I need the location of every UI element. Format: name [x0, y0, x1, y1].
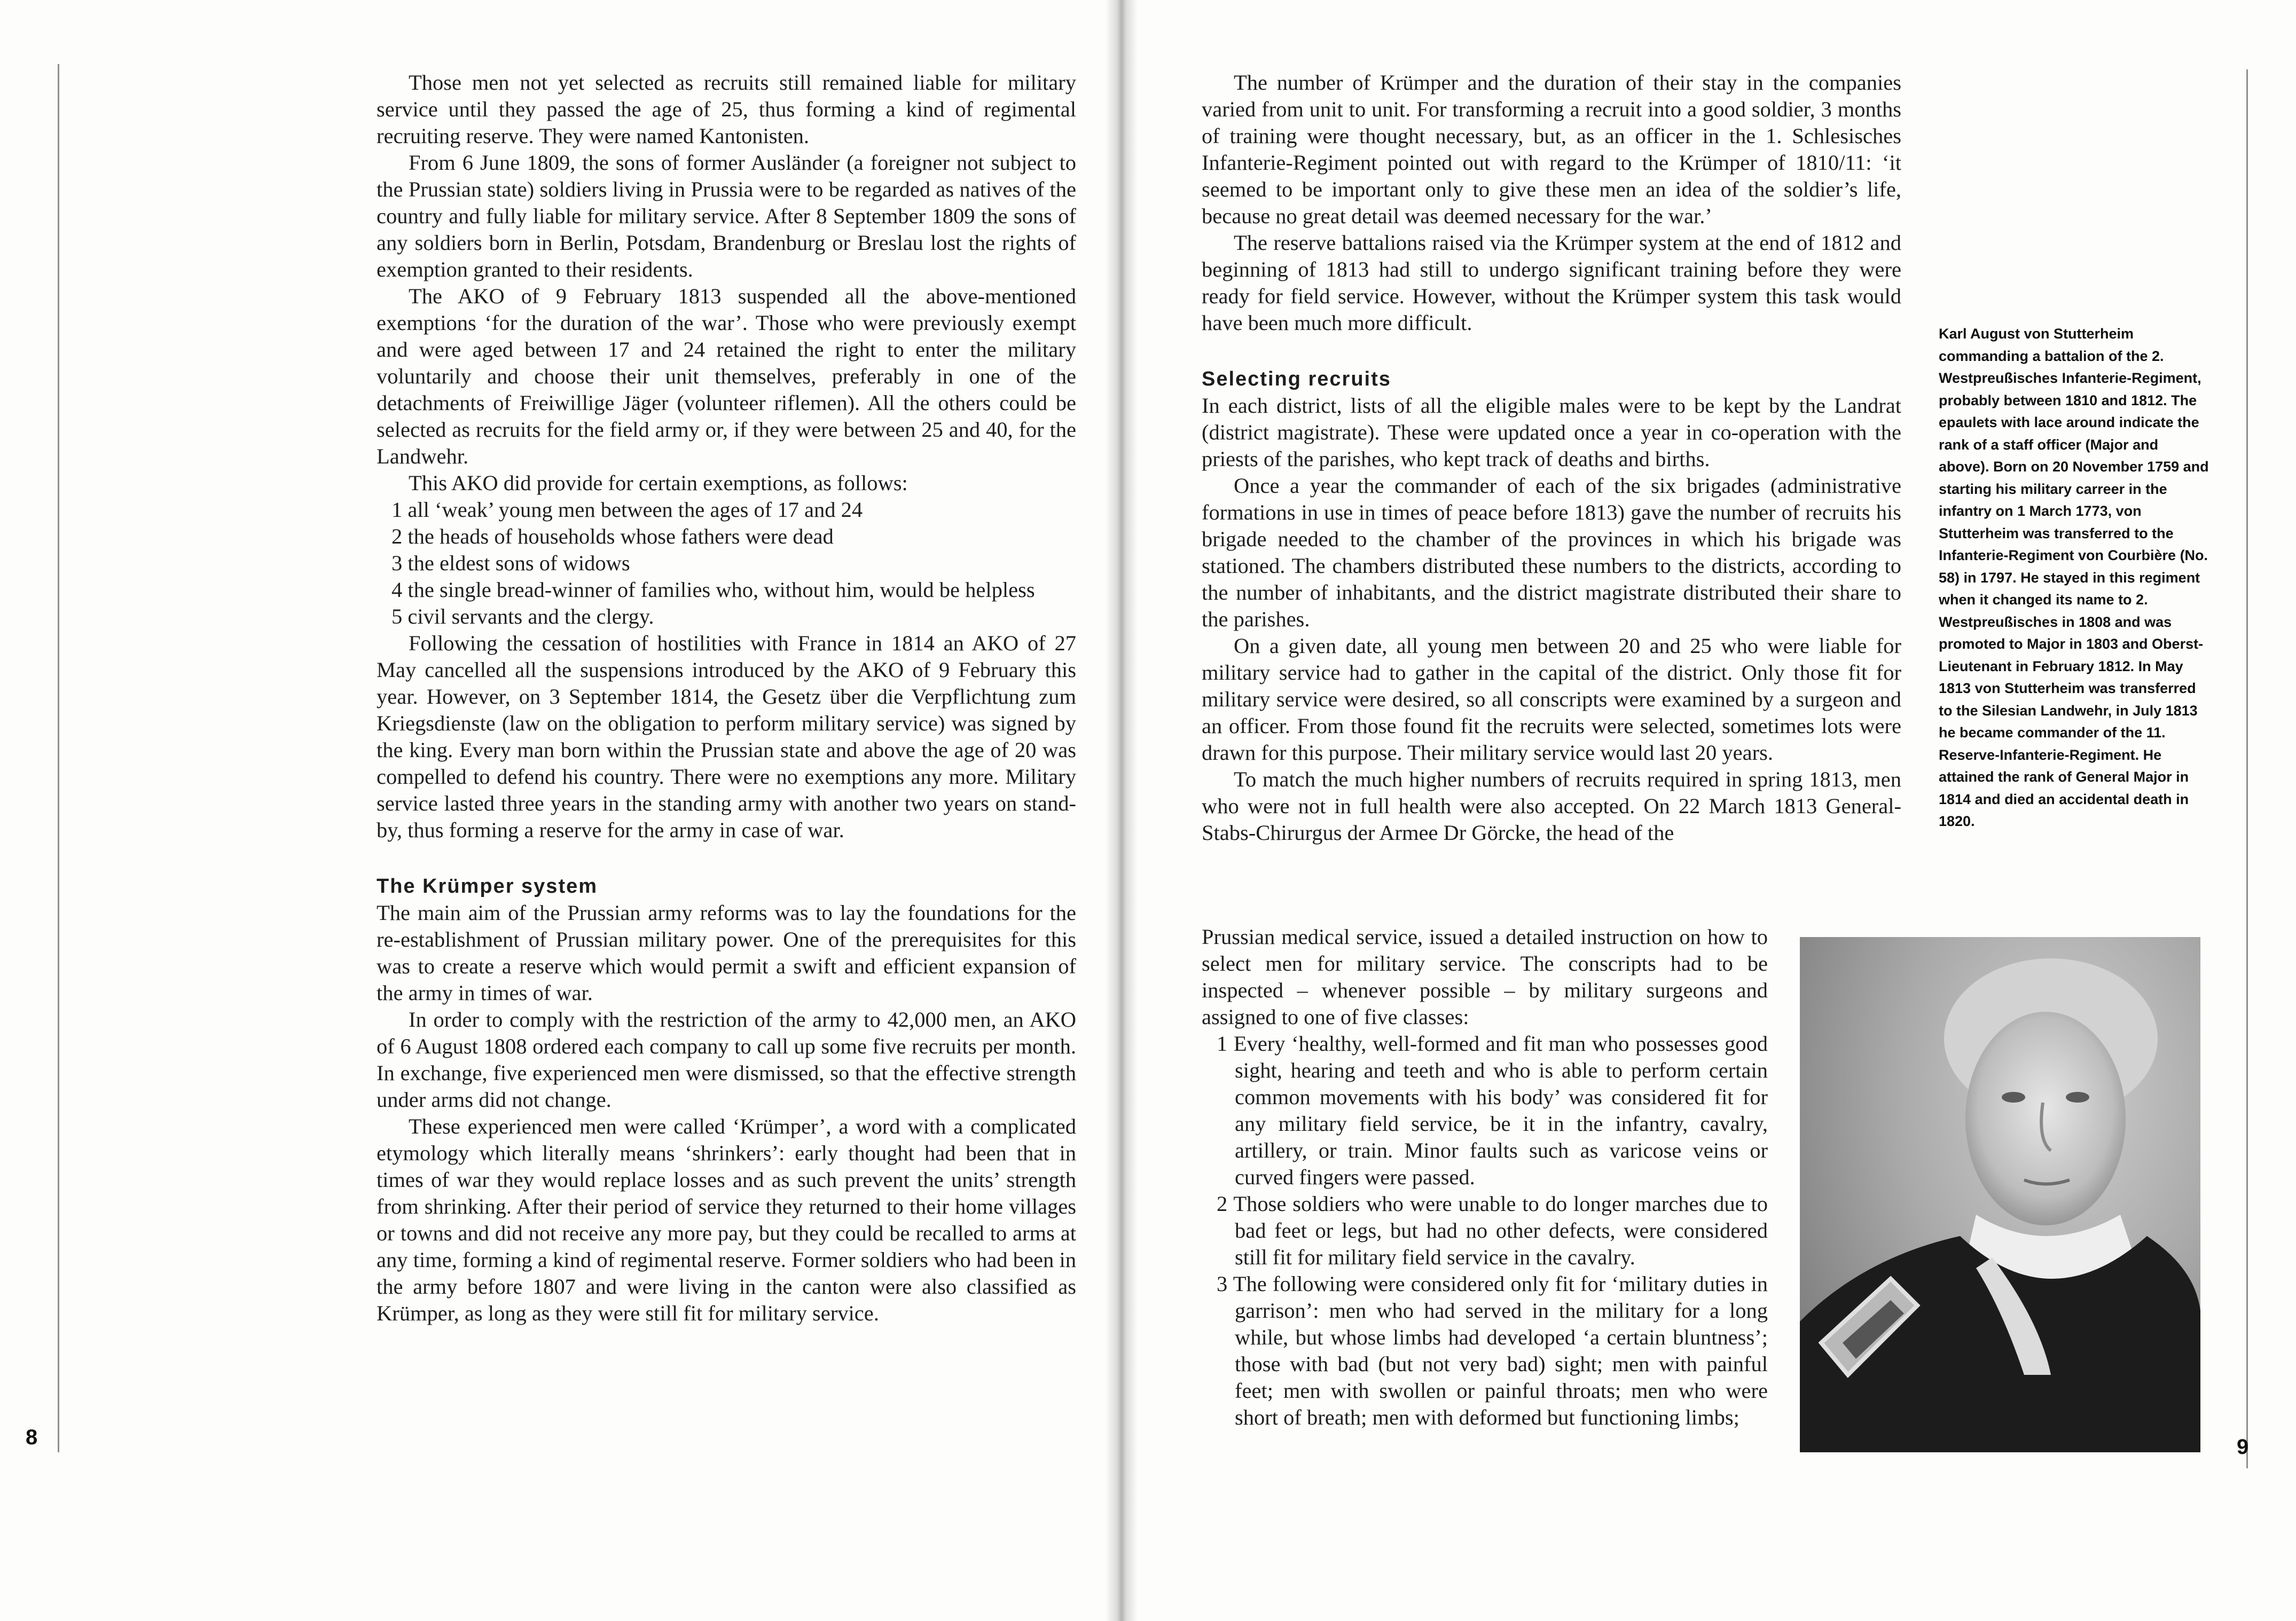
- list-item: 5 civil servants and the clergy.: [391, 604, 654, 628]
- classes-list: [1202, 1030, 1768, 1431]
- paragraph: This AKO did provide for certain exemptions, as follows:: [409, 471, 908, 495]
- right-folio: 9: [2237, 1435, 2249, 1459]
- paragraph: The number of Krümper and the duration of their stay in the companies varied from unit to unit. For transforming a recruit into a good soldier, 3 months of training were thought necessary, but, as an officer in the 1. Schlesisches Infanterie-Regiment pointed out with regard to the Krümper of 1810/11: ‘it seemed to be important only to give these men an idea of the soldier’s life, because no great detail was deemed necessary for the war.’: [1202, 70, 1901, 228]
- paragraph: Once a year the commander of each of the six brigades (administrative formations in use in times of peace before 1813) gave the number of recruits his brigade needed to the chamber of the provinces in which his brigade was stationed. The chambers distributed these numbers to the districts, according to the number of inhabitants, and the district magistrate distributed their share to the parishes.: [1202, 474, 1901, 631]
- paragraph: The AKO of 9 February 1813 suspended all the above-mentioned exemptions ‘for the duration of the war’. Those who were previously exempt and were aged between 17 and 24 retained the right to enter the military voluntarily and choose their unit themselves, preferably in one of the detachments of Freiwillige Jäger (volunteer riflemen). All the others could be selected as recruits for the field army or, if they were between 25 and 40, for the Landwehr.: [377, 284, 1076, 468]
- list-item: 4 the single bread-winner of families who, without him, would be helpless: [391, 578, 1035, 602]
- paragraph: On a given date, all young men between 20 and 25 who were liable for military service had to gather in the capital of the district. Only those fit for military service were desired, so all conscripts were examined by a surgeon and an officer. From those found fit the recruits were selected, sometimes lots were drawn for this purpose. Their military service would last 20 years.: [1202, 634, 1901, 765]
- exemptions-list: [377, 497, 1076, 630]
- paragraph: Those men not yet selected as recruits still remained liable for military service until they passed the age of 25, thus forming a kind of regimental recruiting reserve. They were named Kantonisten.: [377, 70, 1076, 148]
- list-item: 3 The following were considered only fit for ‘military duties in garrison’: men who had served in the military for a long while, but whose limbs had developed ‘a certain bluntness’; those with bad (but not very bad) sight; men with painful feet; men with swollen or painful throats; men who were short of breath; men with deformed but functioning limbs;: [1217, 1272, 1768, 1429]
- paragraph: Prussian medical service, issued a detailed instruction on how to select men for military service. The conscripts had to be inspected – whenever possible – by military surgeons and assigned to one of five classes:: [1202, 925, 1768, 1029]
- left-page-edge: [58, 64, 59, 1452]
- section-heading-krumper: The Krümper system: [377, 875, 598, 898]
- section-heading-selecting-recruits: Selecting recruits: [1202, 368, 1391, 390]
- paragraph: In each district, lists of all the eligible males were to be kept by the Landrat (district magistrate). These were updated once a year in co-operation with the priests of the parishes, who kept track of deaths and births.: [1202, 394, 1901, 471]
- portrait-caption: Karl August von Stutterheim commanding a battalion of the 2. Westpreußisches Infanterie-Regiment, probably between 1810 and 1812. The epaulets with lace around indicate the rank of a staff officer (Major and above). Born on 20 November 1759 and starting his military carreer in the infantry on 1 March 1773, von Stutterheim was transferred to the Infanterie-Regiment von Courbière (No. 58) in 1797. He stayed in this regiment when it changed its name to 2. Westpreußisches in 1808 and was promoted to Major in 1803 and Oberst-Lieutenant in February 1812. In May 1813 von Stutterheim was transferred to the Silesian Landwehr, in July 1813 he became commander of the 11. Reserve-Infanterie-Regiment. He attained the rank of General Major in 1814 and died an accidental death in 1820.: [1939, 326, 2209, 829]
- right-text-column: [1202, 69, 1901, 846]
- list-item: 3 the eldest sons of widows: [391, 551, 630, 575]
- list-item: 1 Every ‘healthy, well-formed and fit man who possesses good sight, hearing and teeth and who is able to perform certain common movements with his body’ was considered fit for any military field service, be it in the infantry, cavalry, artillery, or train. Minor faults such as varicose veins or curved fingers were passed.: [1217, 1032, 1768, 1189]
- list-item: 2 the heads of households whose fathers were dead: [391, 524, 834, 548]
- list-item: 1 all ‘weak’ young men between the ages of 17 and 24: [391, 498, 863, 522]
- paragraph: Following the cessation of hostilities with France in 1814 an AKO of 27 May cancelled all the suspensions introduced by the AKO of 9 February this year. However, on 3 September 1814, the Gesetz über die Verpflichtung zum Kriegsdienste (law on the obligation to perform military service) was signed by the king. Every man born within the Prussian state and above the age of 20 was compelled to defend his country. There were no exemptions any more. Military service lasted three years in the standing army with another two years on stand-by, thus forming a reserve for the army in case of war.: [377, 631, 1076, 842]
- paragraph: To match the much higher numbers of recruits required in spring 1813, men who were not in full health were also accepted. On 22 March 1813 General-Stabs-Chirurgus der Armee Dr Görcke, the head of the: [1202, 767, 1901, 845]
- paragraph: The reserve battalions raised via the Krümper system at the end of 1812 and beginning of 1813 had still to undergo significant training before they were ready for field service. However, without the Krümper system this task would have been much more difficult.: [1202, 231, 1901, 335]
- left-folio: 8: [26, 1426, 38, 1449]
- left-text-column: [377, 69, 1076, 1327]
- book-spine: [1106, 0, 1138, 1621]
- paragraph: These experienced men were called ‘Krümper’, a word with a complicated etymology which literally means ‘shrinkers’: early thought had been that in times of war they would replace losses and as such prevent the units’ strength from shrinking. After their period of service they returned to their home villages or towns and did not receive any more pay, but they could be recalled to arms at any time, forming a kind of regimental reserve. Former soldiers who had been in the army before 1807 and were living in the canton were also classified as Krümper, as long as they were still fit for military service.: [377, 1114, 1076, 1325]
- right-text-column-narrow: [1202, 924, 1768, 1431]
- paragraph: In order to comply with the restriction of the army to 42,000 men, an AKO of 6 August 1808 ordered each company to call up some five recruits per month. In exchange, five experienced men were dismissed, so that the effective strength under arms did not change.: [377, 1008, 1076, 1112]
- portrait-image: [1800, 937, 2200, 1452]
- paragraph: The main aim of the Prussian army reforms was to lay the foundations for the re-establishment of Prussian military power. One of the prerequisites for this was to create a reserve which would permit a swift and efficient expansion of the army in times of war.: [377, 901, 1076, 1005]
- paragraph: From 6 June 1809, the sons of former Ausländer (a foreigner not subject to the Prussian state) soldiers living in Prussia were to be regarded as natives of the country and fully liable for military service. After 8 September 1809 the sons of any soldiers born in Berlin, Potsdam, Brandenburg or Breslau lost the rights of exemption granted to their residents.: [377, 151, 1076, 281]
- right-page-edge: [2246, 69, 2248, 1468]
- list-item: 2 Those soldiers who were unable to do longer marches due to bad feet or legs, but had no other defects, were considered still fit for military field service in the cavalry.: [1217, 1192, 1768, 1269]
